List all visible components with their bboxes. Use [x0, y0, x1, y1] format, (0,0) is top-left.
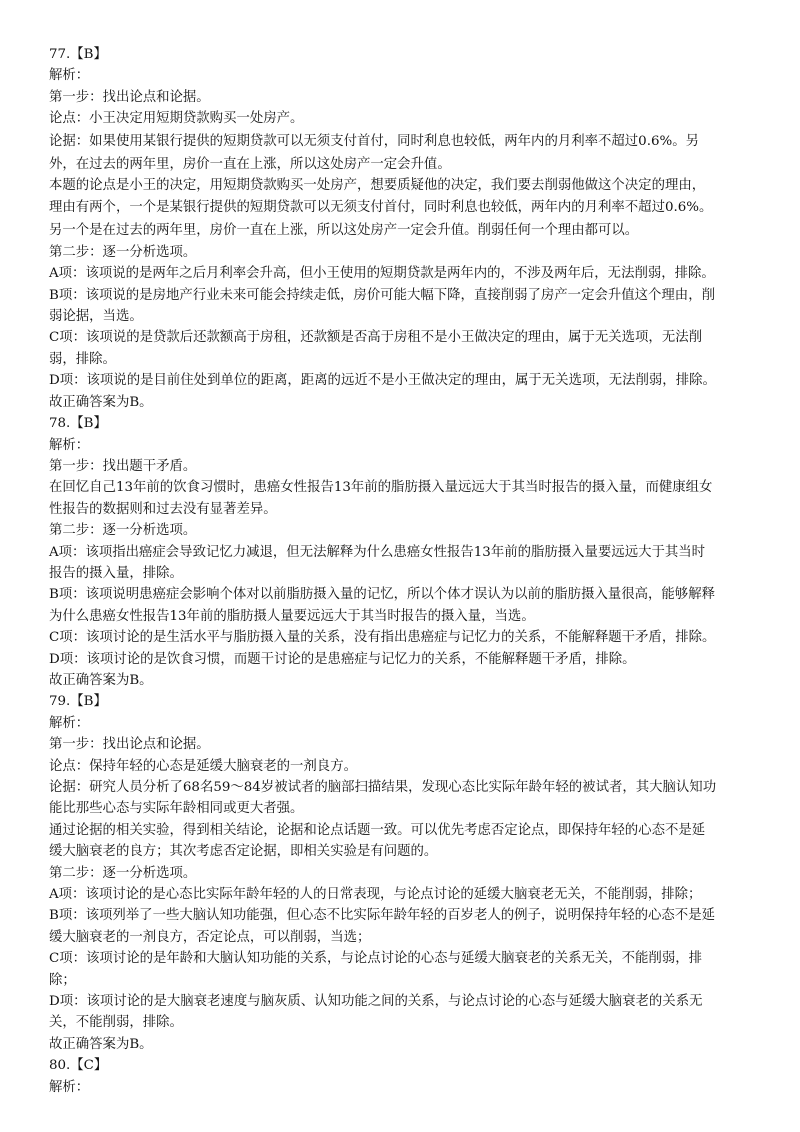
q79-evidence-line2: 能比那些心态与实际年龄相同或更大者强。 [49, 801, 304, 817]
q79-step1: 第一步：找出论点和论据。 [49, 737, 210, 753]
q77-option-a: A项：该项说的是两年之后月利率会升高，但小王使用的短期贷款是两年内的，不涉及两年后，无法削弱，排除。 [49, 266, 715, 282]
q78-answer: 故正确答案为B。 [49, 672, 153, 688]
q77-step2: 第二步：逐一分析选项。 [49, 244, 197, 260]
q79-option-c-line1: C项：该项讨论的是年龄和大脑认知功能的关系，与论点讨论的心态与延缓大脑衰老的关系无关，不能削弱，排 [49, 951, 702, 967]
q79-header: 79.【B】 [49, 694, 107, 710]
q77-claim: 论点：小王决定用短期贷款购买一处房产。 [49, 111, 304, 127]
q79-option-c-line2: 除； [49, 972, 76, 988]
q79-analysis-line1: 通过论据的相关实验，得到相关结论，论据和论点话题一致。可以优先考虑否定论点，即保持年轻的心态不是延 [49, 822, 706, 838]
q77-analysis-line3: 另一个是在过去的两年里，房价一直在上涨，所以这处房产一定会升值。削弱任何一个理由都可以。 [49, 223, 639, 239]
q79-option-d-line2: 关，不能削弱，排除。 [49, 1015, 183, 1031]
q78-context-line2: 性报告的数据则和过去没有显著差异。 [49, 501, 277, 517]
q78-label: 解析： [49, 437, 90, 453]
q79-option-b-line1: B项：该项列举了一些大脑认知功能强，但心态不比实际年龄年轻的百岁老人的例子，说明保持年轻的心态不是延 [49, 908, 715, 924]
q78-step1: 第一步：找出题干矛盾。 [49, 458, 197, 474]
q79-option-b-line2: 缓大脑衰老的一剂良方，否定论点，可以削弱，当选； [49, 929, 371, 945]
q79-label: 解析： [49, 715, 90, 731]
q77-option-c-line1: C项：该项说的是贷款后还款额高于房租，还款额是否高于房租不是小王做决定的理由，属于无关选项，无法削 [49, 330, 702, 346]
q77-evidence-line1: 论据：如果使用某银行提供的短期贷款可以无须支付首付，同时利息也较低，两年内的月利率不超过0.6%。另 [49, 133, 699, 149]
q77-option-c-line2: 弱，排除。 [49, 351, 116, 367]
q80-label: 解析： [49, 1079, 90, 1095]
q77-option-b-line2: 弱论据，当选。 [49, 309, 143, 325]
q78-option-c: C项：该项讨论的是生活水平与脂肪摄入量的关系，没有指出患癌症与记忆力的关系，不能解释题干矛盾，排除。 [49, 630, 716, 646]
q77-option-b-line1: B项：该项说的是房地产行业未来可能会持续走低，房价可能大幅下降，直接削弱了房产一定会升值这个理由，削 [49, 287, 715, 303]
q78-step2: 第二步：逐一分析选项。 [49, 523, 197, 539]
q79-claim: 论点：保持年轻的心态是延缓大脑衰老的一剂良方。 [49, 758, 357, 774]
q78-context-line1: 在回忆自己13年前的饮食习惯时，患癌女性报告13年前的脂肪摄入量远远大于其当时报告的摄入量，而健康组女 [49, 480, 713, 496]
q79-option-d-line1: D项：该项讨论的是大脑衰老速度与脑灰质、认知功能之间的关系，与论点讨论的心态与延缓大脑衰老的关系无 [49, 994, 703, 1010]
q78-option-b-line1: B项：该项说明患癌症会影响个体对以前脂肪摄入量的记忆，所以个体才误认为以前的脂肪摄入量很高，能够解释 [49, 587, 715, 603]
q78-header: 78.【B】 [49, 416, 107, 432]
q77-header: 77.【B】 [49, 47, 107, 62]
q78-option-a-line1: A项：该项指出癌症会导致记忆力减退，但无法解释为什么患癌女性报告13年前的脂肪摄入量要远远大于其当时 [49, 544, 706, 560]
q79-analysis-line2: 缓大脑衰老的良方；其次考虑否定论据，即相关实验是有问题的。 [49, 844, 438, 860]
q77-evidence-line2: 外，在过去的两年里，房价一直在上涨，所以这处房产一定会升值。 [49, 156, 451, 172]
q79-option-a: A项：该项讨论的是心态比实际年龄年轻的人的日常表现，与论点讨论的延缓大脑衰老无关，不能削弱，排除； [49, 887, 702, 903]
q77-step1: 第一步：找出论点和论据。 [49, 89, 210, 105]
q77-option-d: D项：该项说的是目前住处到单位的距离，距离的远近不是小王做决定的理由，属于无关选项，无法削弱，排除。 [49, 373, 716, 389]
q78-option-a-line2: 报告的摄入量，排除。 [49, 565, 183, 581]
q79-answer: 故正确答案为B。 [49, 1036, 153, 1052]
q78-option-d: D项：该项讨论的是饮食习惯，而题干讨论的是患癌症与记忆力的关系，不能解释题干矛盾，排除。 [49, 651, 636, 667]
q79-evidence-line1: 论据：研究人员分析了68名59～84岁被试者的脑部扫描结果，发现心态比实际年龄年轻的被试者，其大脑认知功 [49, 780, 717, 795]
q79-step2: 第二步：逐一分析选项。 [49, 865, 197, 881]
q77-answer: 故正确答案为B。 [49, 394, 153, 410]
q77-label: 解析： [49, 68, 90, 84]
q78-option-b-line2: 为什么患癌女性报告13年前的脂肪摄人量要远远大于其当时报告的摄入量，当选。 [49, 608, 535, 624]
q77-analysis-line1: 本题的论点是小王的决定，用短期贷款购买一处房产，想要质疑他的决定，我们要去削弱他做这个决定的理由， [49, 178, 706, 194]
q77-analysis-line2: 理由有两个，一个是某银行提供的短期贷款可以无须支付首付，同时利息也较低，两年内的月利率不超过0.6%。 [49, 200, 713, 216]
q80-header: 80.【C】 [49, 1058, 108, 1074]
